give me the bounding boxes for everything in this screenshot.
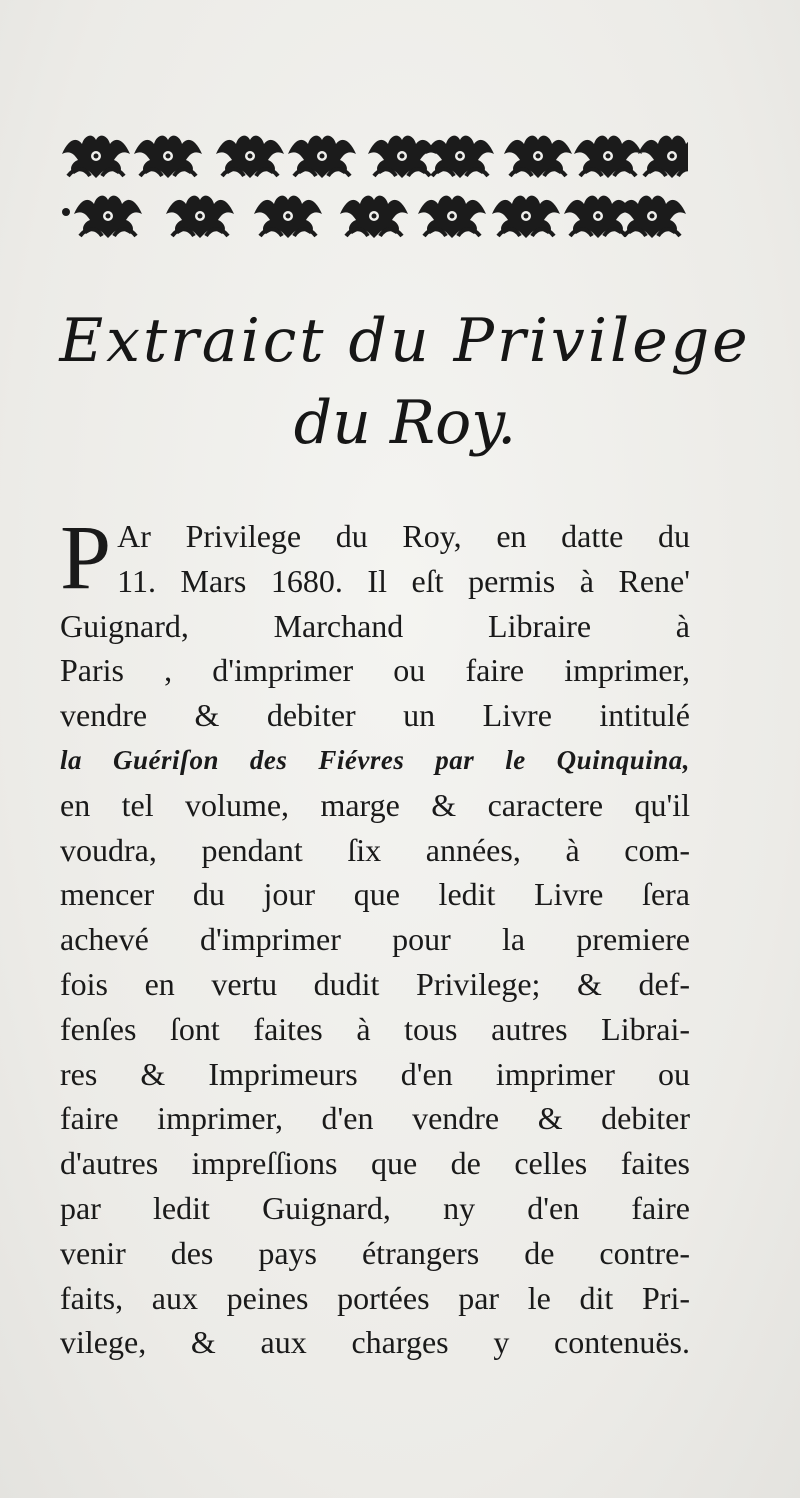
page-title <box>0 300 800 464</box>
fleuron-ornament-band <box>58 130 688 248</box>
text-line-book-title: la Guériſon des Fiévres par le Quinquina, <box>60 744 690 775</box>
text-line: venir des pays étrangers de contre- <box>60 1234 690 1271</box>
text-line: Paris , d'imprimer ou faire imprimer, <box>60 652 690 689</box>
title-line-2: du Roy. <box>293 388 517 458</box>
privilege-text <box>60 506 690 1365</box>
title-line-1: Extraict du Privilege <box>59 306 751 376</box>
text-line: par ledit Guignard, ny d'en faire <box>60 1189 690 1226</box>
text-line: res & Imprimeurs d'en imprimer ou <box>60 1055 690 1092</box>
text-line: 11. Mars 1680. Il eſt permis à Rene' <box>117 562 690 599</box>
text-line: d'autres impreſſions que de celles faites <box>60 1145 690 1182</box>
text-line: fenſes ſont faites à tous autres Librai- <box>60 1010 690 1047</box>
text-line: Guignard, Marchand Libraire à <box>60 607 690 644</box>
ornament-row-bottom <box>62 196 686 238</box>
text-line: fois en vertu dudit Privilege; & def- <box>60 965 690 1002</box>
text-line: vilege, & aux charges y contenuës. <box>60 1324 690 1361</box>
drop-cap: P <box>60 506 112 608</box>
text-line: achevé d'imprimer pour la premiere <box>60 921 690 958</box>
text-line: faits, aux peines portées par le dit Pri- <box>60 1279 690 1316</box>
text-line: vendre & debiter un Livre intitulé <box>60 697 690 734</box>
ornament-row-top <box>62 136 688 178</box>
text-line: Ar Privilege du Roy, en datte du <box>117 518 690 554</box>
text-line: faire imprimer, d'en vendre & debiter <box>60 1100 690 1137</box>
text-line: mencer du jour que ledit Livre ſera <box>60 876 690 913</box>
text-line: voudra, pendant ſix années, à com- <box>60 831 690 868</box>
text-line: en tel volume, marge & caractere qu'il <box>60 786 690 823</box>
